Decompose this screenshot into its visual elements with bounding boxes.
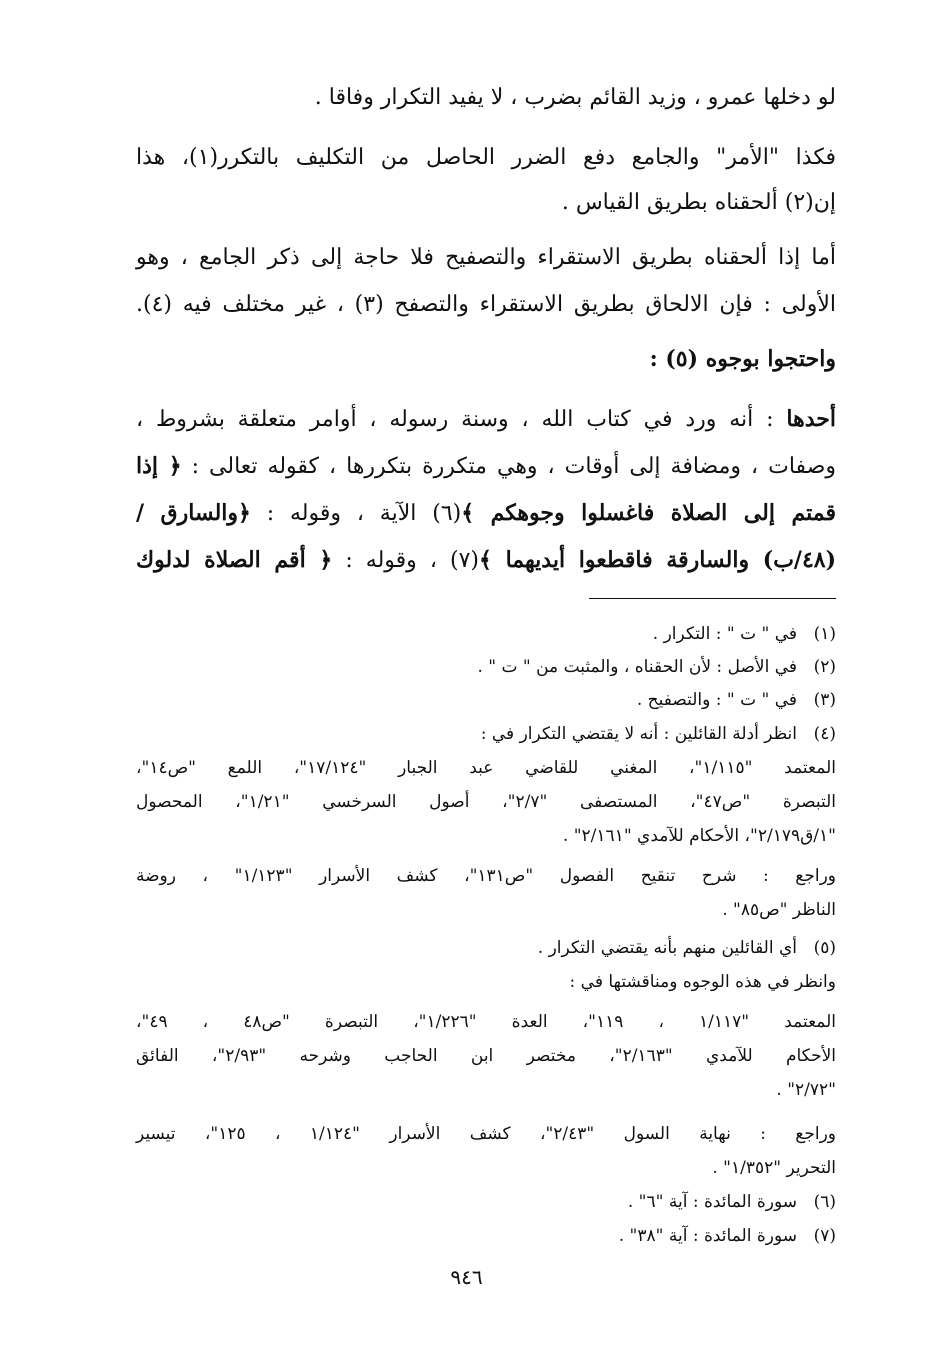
footnote-number-5: (٥) xyxy=(813,938,836,958)
footnote-text-5f: وراجع : نهاية السول "٢/٤٣"، كشف الأسرار "١/١٢٤ ، ١٢٥"، تيسير xyxy=(136,1124,837,1144)
footnote-text-4b: المعتمد "١/١١٥"، المغني للقاضي عبد الجبار "١٧/١٢٤"، اللمع "ص١٤"، xyxy=(136,758,836,778)
footnote-text-4c: التبصرة "ص٤٧"، المستصفى "٢/٧"، أصول السرخسي "١/٢١"، المحصول xyxy=(136,792,837,812)
footnote-number-1: (١) xyxy=(813,624,836,644)
footnote-text-2: في الأصل : لأن الحقناه ، والمثبت من " ت " . xyxy=(477,657,797,677)
body-line-6: واحتجوا بوجوه (٥) : xyxy=(649,346,836,372)
body-line-3: إن(٢) ألحقناه بطريق القياس . xyxy=(561,190,836,215)
body-line-5: الأولى : فإن الالحاق بطريق الاستقراء والتصفح (٣) ، غير مختلف فيه (٤). xyxy=(136,292,836,317)
footnote-text-5d: الأحكام للآمدي "٢/١٦٣"، مختصر ابن الحاجب وشرحه "٢/٩٣"، الفائق xyxy=(136,1046,836,1066)
footnote-number-3: (٣) xyxy=(813,690,836,710)
footnote-number-4: (٤) xyxy=(813,724,836,744)
body-text: (٦) الآية ، وقوله : xyxy=(250,501,462,526)
quran-quote: ﴿والسارق / xyxy=(136,500,251,526)
quran-quote: ﴿ أقم الصلاة لدلوك xyxy=(136,547,333,573)
body-text: : أنه ورد في كتاب الله ، وسنة رسوله ، أوامر متعلقة بشروط ، xyxy=(136,407,787,432)
footnote-text-4a: انظر أدلة القائلين : أنه لا يقتضي التكرار في : xyxy=(480,724,797,744)
body-text: (٧) ، وقوله : xyxy=(332,548,479,573)
body-text: وصفات ، ومضافة إلى أوقات ، وهي متكررة بتكررها ، كقوله تعالى : xyxy=(181,454,836,479)
quran-quote: قمتم إلى الصلاة فاغسلوا وجوهكم ﴾ xyxy=(461,500,836,526)
quran-quote: ﴿ إذا xyxy=(136,453,182,479)
footnote-separator xyxy=(589,598,836,599)
footnote-text-5c: المعتمد "١/١١٧ ، ١١٩"، العدة "١/٢٢٦"، التبصرة "ص٤٨ ، ٤٩"، xyxy=(136,1012,837,1032)
quran-quote: (٤٨/ب) والسارقة فاقطعوا أيديهما ﴾ xyxy=(479,547,836,573)
page-number: ٩٤٦ xyxy=(450,1265,483,1289)
footnote-text-4d: "١/ق٢/١٧٩"، الأحكام للآمدي "٢/١٦١" . xyxy=(562,826,836,846)
footnote-text-4f: الناظر "ص٨٥" . xyxy=(722,900,836,920)
body-line-7 xyxy=(136,408,836,431)
footnote-text-3: في " ت " : والتصفيح . xyxy=(636,690,797,710)
body-line-10 xyxy=(136,549,836,572)
body-line-8 xyxy=(136,455,836,478)
footnote-text-6: سورة المائدة : آية "٦" . xyxy=(627,1192,797,1212)
footnote-text-5g: التحرير "١/٣٥٢" . xyxy=(712,1158,836,1178)
footnote-text-4e: وراجع : شرح تنقيح الفصول "ص١٣١"، كشف الأسرار "١/١٢٣" ، روضة xyxy=(136,866,837,886)
footnote-text-7: سورة المائدة : آية "٣٨" . xyxy=(618,1226,797,1246)
footnote-number-6: (٦) xyxy=(813,1192,836,1212)
body-line-4: أما إذا ألحقناه بطريق الاستقراء والتصفيح فلا حاجة إلى ذكر الجامع ، وهو xyxy=(136,245,836,270)
footnote-text-5e: "٢/٧٢" . xyxy=(776,1080,836,1100)
section-heading: أحدها xyxy=(786,406,836,432)
body-line-1: لو دخلها عمرو ، وزيد القائم بضرب ، لا يفيد التكرار وفاقا . xyxy=(314,85,836,110)
body-line-9 xyxy=(136,502,836,525)
footnote-text-1: في " ت " : التكرار . xyxy=(652,624,797,644)
footnote-number-7: (٧) xyxy=(813,1226,836,1246)
footnote-text-5a: أي القائلين منهم بأنه يقتضي التكرار . xyxy=(537,938,797,958)
footnote-number-2: (٢) xyxy=(813,657,836,677)
body-line-2: فكذا "الأمر" والجامع دفع الضرر الحاصل من التكليف بالتكرر(١)، هذا xyxy=(136,145,836,170)
footnote-text-5b: وانظر في هذه الوجوه ومناقشتها في : xyxy=(569,972,836,992)
